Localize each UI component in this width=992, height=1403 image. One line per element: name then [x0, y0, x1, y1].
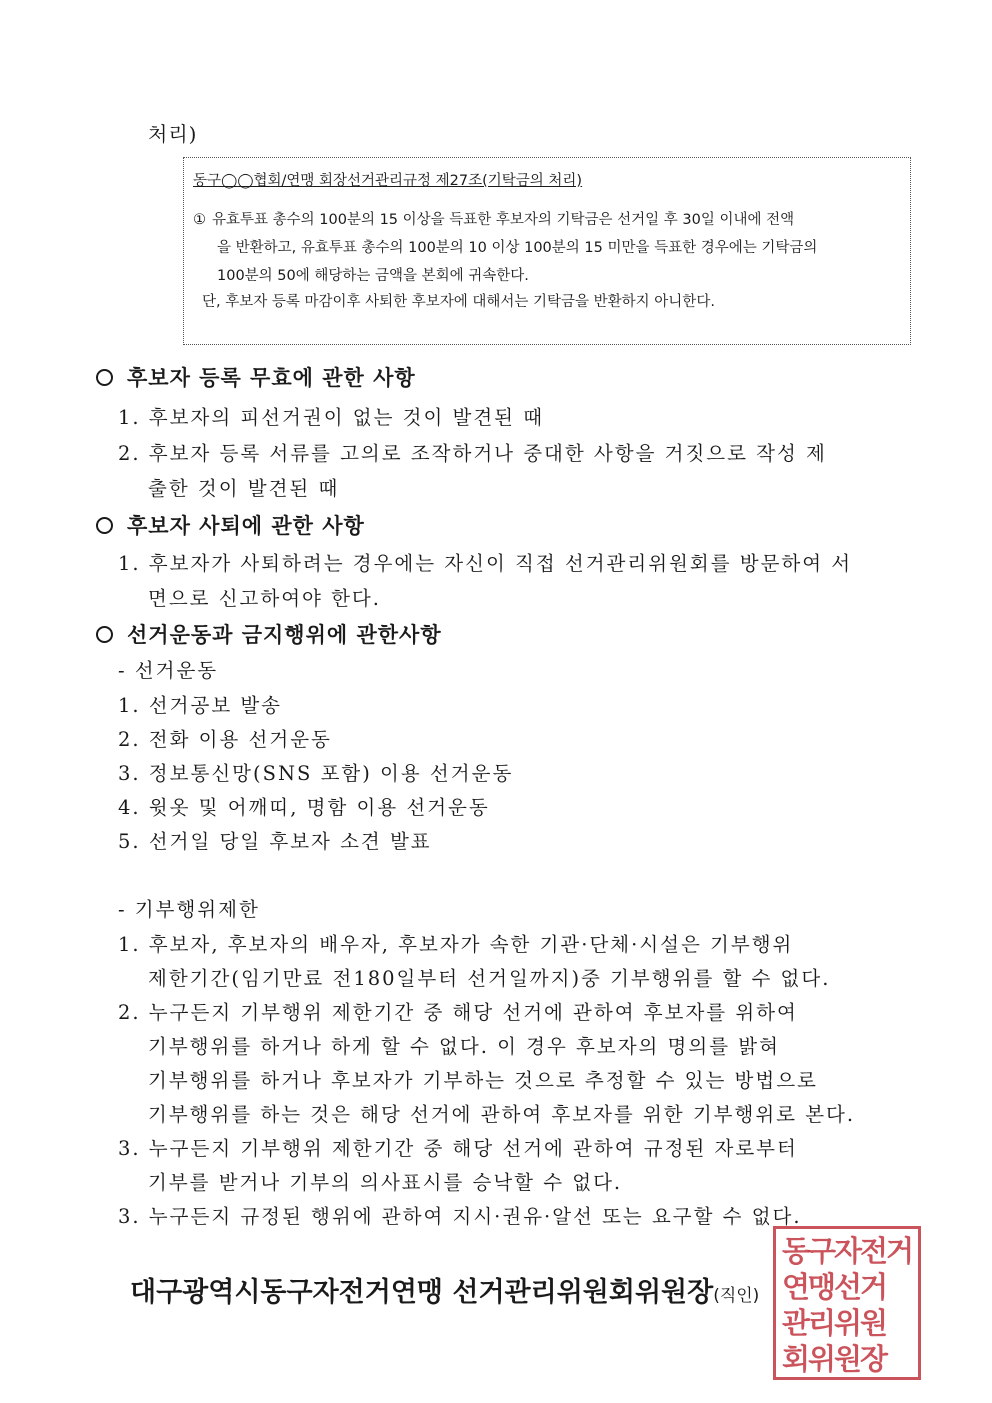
list-item-continuation: 기부를 받거나 기부의 의사표시를 승낙할 수 없다.: [148, 1171, 623, 1194]
list-item: 3. 누구든지 기부행위 제한기간 중 해당 선거에 관하여 규정된 자로부터: [118, 1137, 798, 1160]
section-heading-text: 선거운동과 금지행위에 관한사항: [127, 623, 442, 647]
official-seal: [773, 1226, 921, 1380]
regulation-title: 동구◯◯협회/연맹 회장선거관리규정 제27조(기탁금의 처리): [193, 173, 583, 189]
list-item: 2. 전화 이용 선거운동: [118, 728, 332, 751]
regulation-line-2: 을 반환하고, 유효투표 총수의 100분의 10 이상 100분의 15 미만을 득표한 경우에는 기탁금의: [217, 240, 818, 256]
subheading-campaign: - 선거운동: [118, 659, 219, 682]
section-heading-withdrawal: [96, 510, 365, 540]
section-heading-text: 후보자 사퇴에 관한 사항: [127, 514, 365, 538]
list-item-continuation: 출한 것이 발견된 때: [148, 477, 340, 500]
regulation-line-1: 유효투표 총수의 100분의 15 이상을 득표한 후보자의 기탁금은 선거일 후 30일 이내에 전액: [212, 212, 795, 228]
signatory-name: 대구광역시동구자전거연맹 선거관리위원회위원장: [130, 1277, 714, 1308]
section-heading-campaign: [96, 619, 442, 649]
list-item: 3. 정보통신망(SNS 포함) 이용 선거운동: [118, 762, 514, 785]
regulation-line-3: 100분의 50에 해당하는 금액을 본회에 귀속한다.: [217, 268, 529, 284]
seal-line: 회위원장: [782, 1342, 887, 1376]
regulation-paragraph: [193, 206, 905, 290]
list-item: 1. 선거공보 발송: [118, 694, 283, 717]
circle-bullet-icon: [96, 626, 113, 643]
list-item: 4. 윗옷 및 어깨띠, 명함 이용 선거운동: [118, 796, 490, 819]
subheading-donation: - 기부행위제한: [118, 898, 260, 921]
seal-line: 동구자전거: [782, 1234, 913, 1268]
item-number: ①: [193, 212, 206, 228]
circle-bullet-icon: [96, 517, 113, 534]
list-item: 1. 후보자가 사퇴하려는 경우에는 자신이 직접 선거관리위원회를 방문하여 서: [118, 552, 853, 575]
circle-bullet-icon: [96, 369, 113, 386]
list-item: 3. 누구든지 규정된 행위에 관하여 지시·권유·알선 또는 요구할 수 없다.: [118, 1205, 802, 1228]
list-item: 5. 선거일 당일 후보자 소견 발표: [118, 830, 432, 853]
list-item: 1. 후보자, 후보자의 배우자, 후보자가 속한 기관·단체·시설은 기부행위: [118, 933, 794, 956]
list-item-continuation: 면으로 신고하여야 한다.: [148, 587, 381, 610]
seal-line: 관리위원: [782, 1306, 887, 1340]
regulation-note: 단, 후보자 등록 마감이후 사퇴한 후보자에 대해서는 기탁금을 반환하지 아니한다.: [202, 294, 715, 310]
signatory-title: [130, 1270, 759, 1309]
list-item: 2. 후보자 등록 서류를 고의로 조작하거나 중대한 사항을 거짓으로 작성 제: [118, 442, 827, 465]
continuation-text: 처리): [148, 122, 198, 146]
regulation-box: [183, 157, 911, 345]
list-item-continuation: 제한기간(임기만료 전180일부터 선거일까지)중 기부행위를 할 수 없다.: [148, 967, 831, 990]
list-item: 1. 후보자의 피선거권이 없는 것이 발견된 때: [118, 406, 545, 429]
section-heading-invalid-registration: [96, 362, 416, 392]
seal-line: 연맹선거: [782, 1270, 887, 1304]
list-item: 2. 누구든지 기부행위 제한기간 중 해당 선거에 관하여 후보자를 위하여: [118, 1001, 798, 1024]
section-heading-text: 후보자 등록 무효에 관한 사항: [127, 366, 416, 390]
seal-label: (직인): [713, 1286, 760, 1306]
list-item-continuation: 기부행위를 하는 것은 해당 선거에 관하여 후보자를 위한 기부행위로 본다.: [148, 1103, 856, 1126]
list-item-continuation: 기부행위를 하거나 하게 할 수 없다. 이 경우 후보자의 명의를 밝혀: [148, 1035, 780, 1058]
list-item-continuation: 기부행위를 하거나 후보자가 기부하는 것으로 추정할 수 있는 방법으로: [148, 1069, 818, 1092]
